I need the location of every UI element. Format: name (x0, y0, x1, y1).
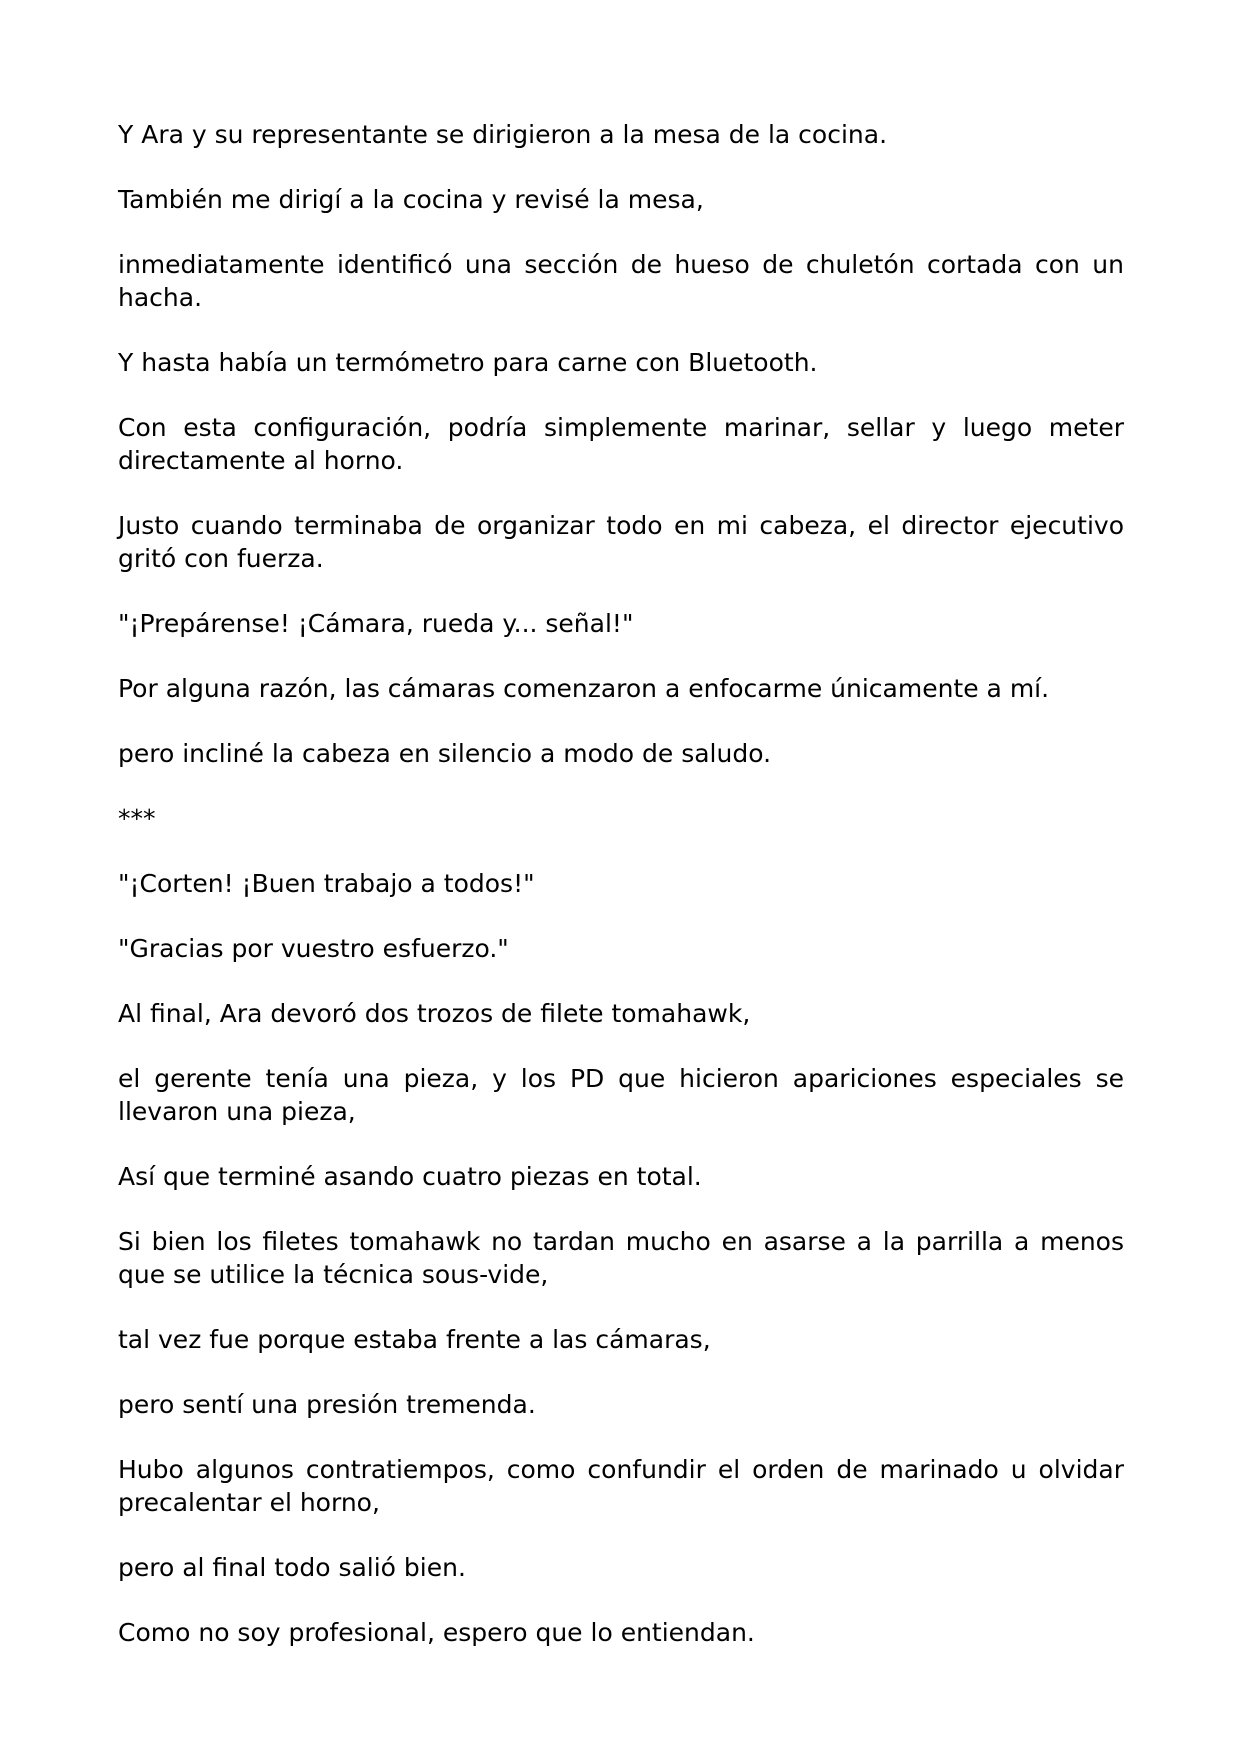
paragraph-3: inmediatamente identificó una sección de hueso de chuletón cortada con un hacha. (118, 250, 1124, 312)
document-page (118, 118, 1124, 1649)
paragraph-20: pero al final todo salió bien. (118, 1553, 466, 1582)
paragraph-19: Hubo algunos contratiempos, como confundir el orden de marinado u olvidar precalentar el horno, (118, 1455, 1124, 1517)
paragraph-8: Por alguna razón, las cámaras comenzaron a enfocarme únicamente a mí. (118, 674, 1050, 703)
paragraph-4: Y hasta había un termómetro para carne con Bluetooth. (118, 348, 818, 377)
paragraph-16: Si bien los filetes tomahawk no tardan mucho en asarse a la parrilla a menos que se utilice la técnica sous-vide, (118, 1227, 1124, 1289)
paragraph-13: Al final, Ara devoró dos trozos de filete tomahawk, (118, 999, 751, 1028)
paragraph-12: "Gracias por vuestro esfuerzo." (118, 934, 509, 963)
paragraph-14: el gerente tenía una pieza, y los PD que hicieron apariciones especiales se llevaron una pieza, (118, 1064, 1124, 1126)
paragraph-11: "¡Corten! ¡Buen trabajo a todos!" (118, 869, 535, 898)
section-break: *** (118, 804, 156, 833)
paragraph-15: Así que terminé asando cuatro piezas en total. (118, 1162, 702, 1191)
paragraph-5: Con esta configuración, podría simplemente marinar, sellar y luego meter directamente al horno. (118, 413, 1124, 475)
paragraph-7: "¡Prepárense! ¡Cámara, rueda y... señal!" (118, 609, 634, 638)
paragraph-9: pero incliné la cabeza en silencio a modo de saludo. (118, 739, 772, 768)
paragraph-21: Como no soy profesional, espero que lo entiendan. (118, 1618, 755, 1647)
paragraph-2: También me dirigí a la cocina y revisé la mesa, (118, 185, 704, 214)
paragraph-18: pero sentí una presión tremenda. (118, 1390, 536, 1419)
paragraph-17: tal vez fue porque estaba frente a las cámaras, (118, 1325, 711, 1354)
paragraph-6: Justo cuando terminaba de organizar todo en mi cabeza, el director ejecutivo gritó con fuerza. (118, 511, 1124, 573)
paragraph-1: Y Ara y su representante se dirigieron a la mesa de la cocina. (118, 120, 888, 149)
